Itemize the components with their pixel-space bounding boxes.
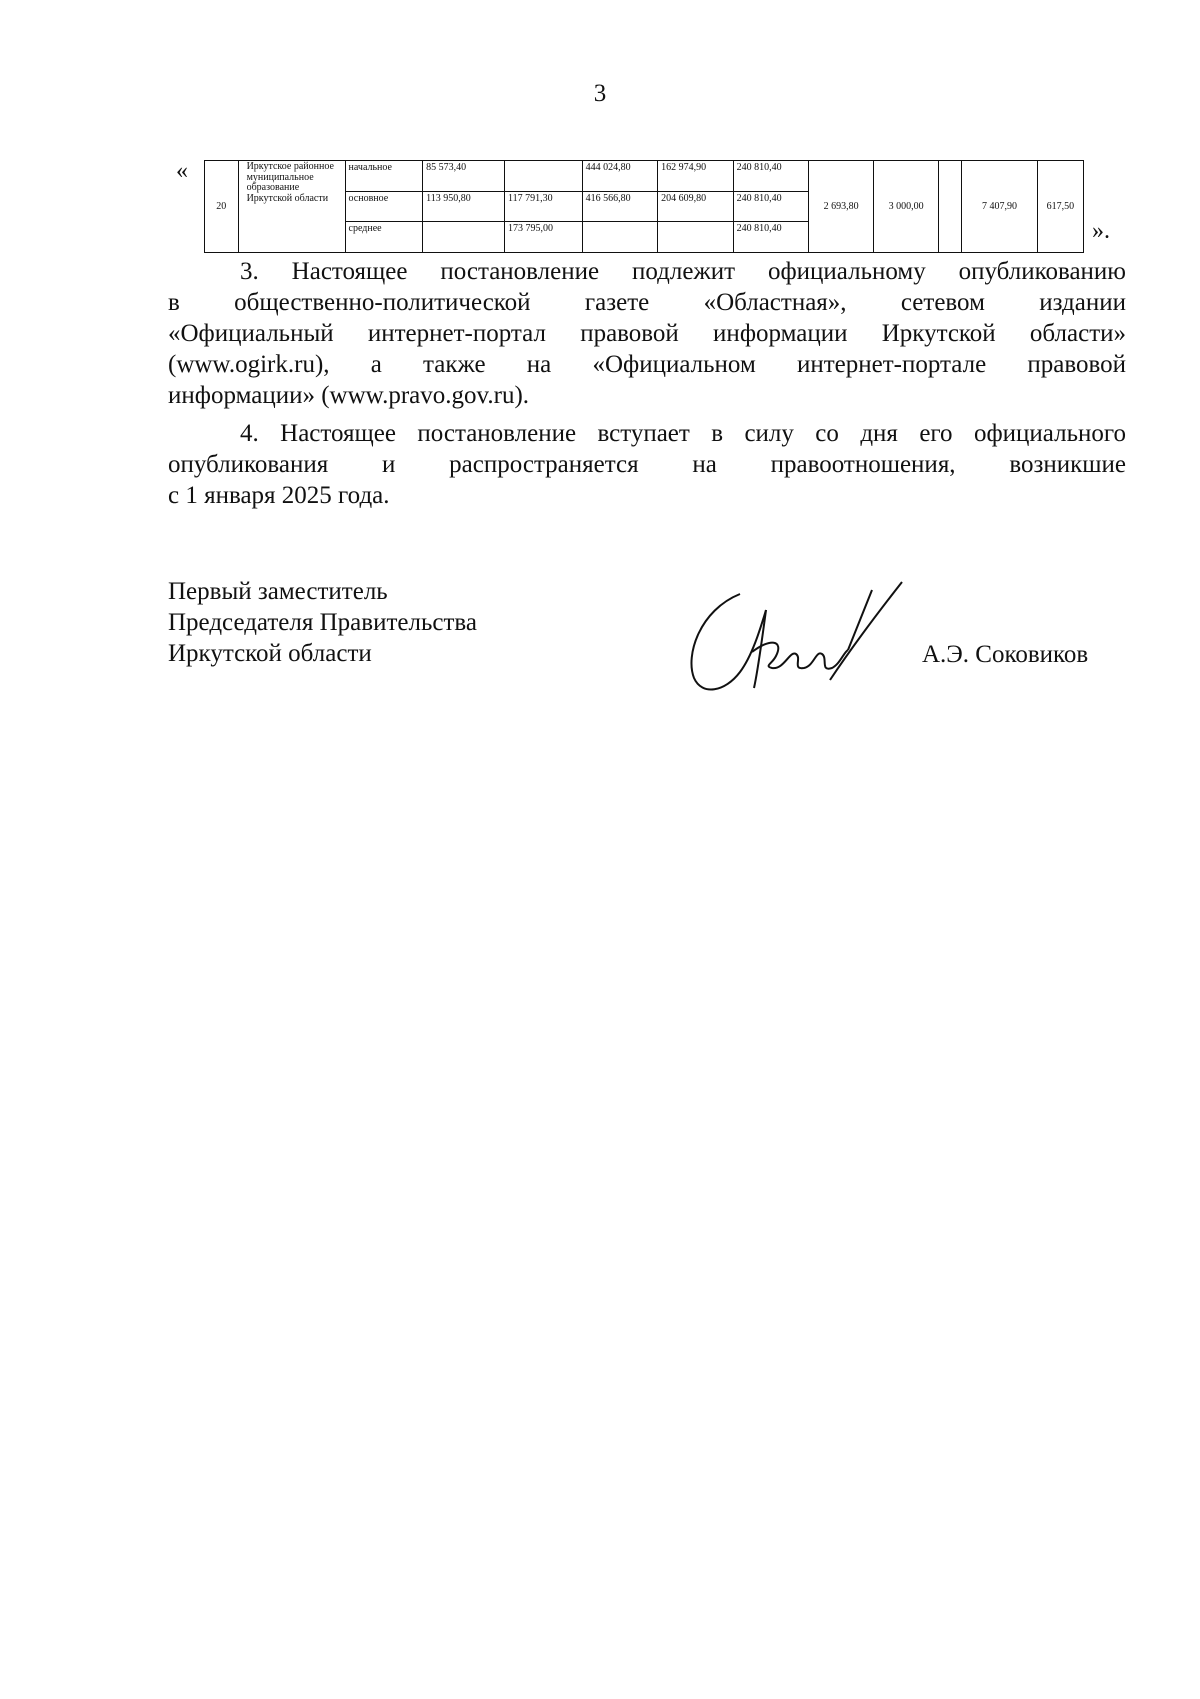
value-cell: 240 810,40 xyxy=(733,222,809,253)
level-cell: начальное xyxy=(345,161,423,192)
page-number: 3 xyxy=(593,80,607,107)
value-cell: 204 609,80 xyxy=(658,191,734,222)
paragraph-line: 3. Настоящее постановление подлежит официальному опубликованию xyxy=(240,258,1126,285)
merged-value-cell xyxy=(939,161,962,253)
row-number-cell: 20 xyxy=(205,161,239,253)
paragraph-line: с 1 января 2025 года. xyxy=(168,482,390,509)
handwritten-signature xyxy=(680,580,930,700)
value-cell: 113 950,80 xyxy=(423,191,505,222)
municipality-name-cell: Иркутское районное муниципальное образование Иркутской области xyxy=(238,161,345,253)
value-cell xyxy=(658,222,734,253)
level-cell: среднее xyxy=(345,222,423,253)
value-cell: 444 024,80 xyxy=(582,161,658,192)
paragraph-line: «Официальный интернет-портал правовой информации Иркутской области» xyxy=(168,320,1126,347)
value-cell: 240 810,40 xyxy=(733,161,809,192)
closing-quote: ». xyxy=(1092,218,1110,244)
level-cell: основное xyxy=(345,191,423,222)
merged-value-cell: 3 000,00 xyxy=(874,161,939,253)
signatory-title-line: Первый заместитель xyxy=(168,578,388,605)
value-cell: 173 795,00 xyxy=(504,222,582,253)
value-cell: 240 810,40 xyxy=(733,191,809,222)
signatory-title-line: Иркутской области xyxy=(168,640,372,667)
value-cell: 416 566,80 xyxy=(582,191,658,222)
table-row xyxy=(205,161,1084,192)
paragraph-3 xyxy=(168,256,1126,411)
merged-value-cell: 2 693,80 xyxy=(809,161,874,253)
value-cell xyxy=(423,222,505,253)
signatory-name: А.Э. Соковиков xyxy=(922,641,1089,668)
paragraph-line: опубликования и распространяется на правоотношения, возникшие xyxy=(168,451,1126,478)
value-cell: 117 791,30 xyxy=(504,191,582,222)
merged-value-cell: 7 407,90 xyxy=(962,161,1038,253)
paragraph-4 xyxy=(168,418,1126,511)
data-table xyxy=(204,160,1084,253)
paragraph-line: 4. Настоящее постановление вступает в силу со дня его официального xyxy=(240,420,1126,447)
paragraph-line: в общественно-политической газете «Областная», сетевом издании xyxy=(168,289,1126,316)
signatory-title xyxy=(168,576,477,669)
value-cell xyxy=(582,222,658,253)
paragraph-line: информации» (www.pravo.gov.ru). xyxy=(168,382,530,409)
signatory-title-line: Председателя Правительства xyxy=(168,609,477,636)
merged-value-cell: 617,50 xyxy=(1037,161,1083,253)
value-cell xyxy=(504,161,582,192)
value-cell: 162 974,90 xyxy=(658,161,734,192)
opening-quote: « xyxy=(176,158,188,184)
paragraph-line: (www.ogirk.ru), а также на «Официальном интернет-портале правовой xyxy=(168,351,1126,378)
value-cell: 85 573,40 xyxy=(423,161,505,192)
